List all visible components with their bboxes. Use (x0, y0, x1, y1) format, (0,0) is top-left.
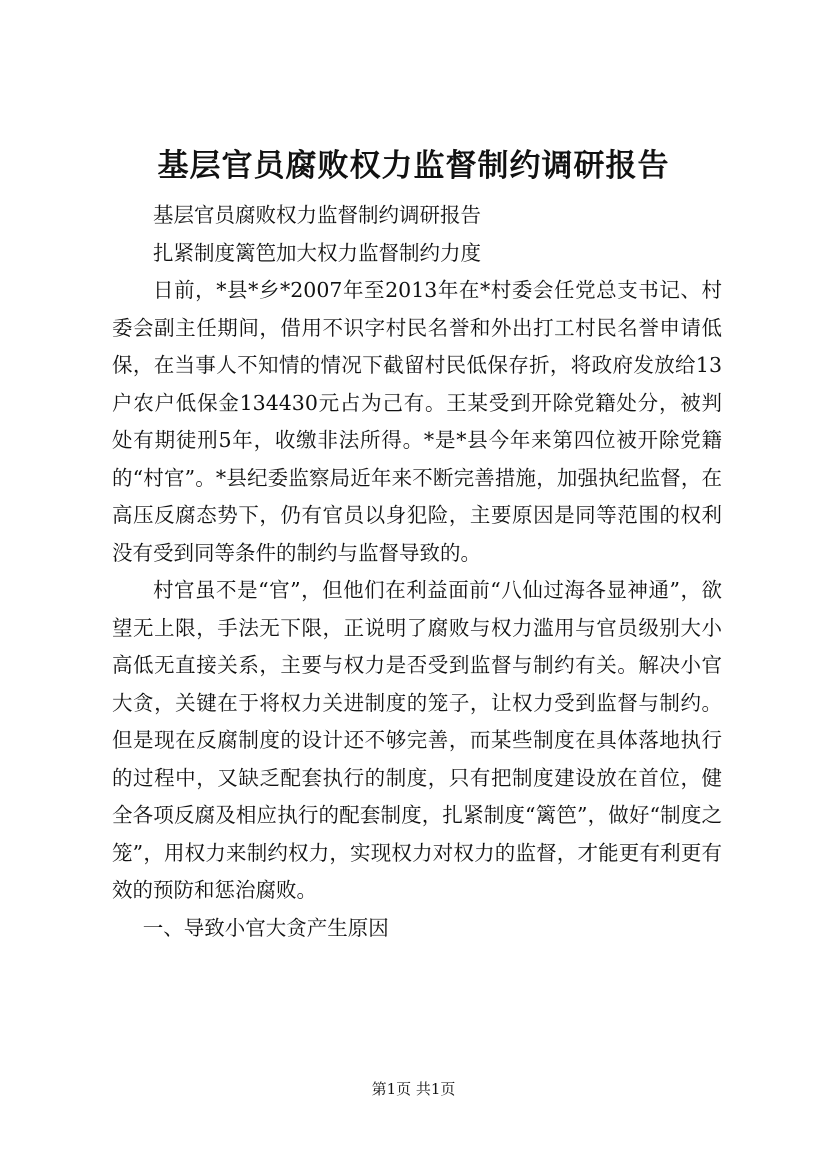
subtitle-line-2: 扎紧制度篱笆加大权力监督制约力度 (153, 240, 481, 265)
section-heading: 一、导致小官大贪产生原因 (142, 915, 389, 940)
document-title: 基层官员腐败权力监督制约调研报告 (157, 148, 670, 184)
paragraph-2: 村官虽不是“官”，但他们在利益面前“八仙过海各显神通”，欲望无上限，手法无下限，正说明了腐败与权力滥用与官员级别大小高低无直接关系，主要与权力是否受到监督与制约有关。解决小官大贪，关键在于将权力关进制度的笼子，让权力受到监督与制约。但是现在反腐制度的设计还不够完善，而某些制度在具体落地执行的过程中，又缺乏配套执行的制度，只有把制度建设放在首位，健全各项反腐及相应执行的配套制度，扎紧制度“篱笆”，做好“制度之笼”，用权力来制约权力，实现权力对权力的监督，才能更有利更有效的预防和惩治腐败。 (112, 578, 722, 902)
document-body (112, 197, 722, 947)
page-footer: 第1页 共1页 (371, 1080, 456, 1098)
paragraph-1: 日前，*县*乡*2007年至2013年在*村委会任党总支书记、村委会副主任期间，借用不识字村民名誉和外出打工村民名誉申请低保，在当事人不知情的情况下截留村民低保存折，将政府发放给13户农户低保金134430元占为己有。王某受到开除党籍处分，被判处有期徒刑5年，收缴非法所得。*是*县今年来第四位被开除党籍的“村官”。*县纪委监察局近年来不断完善措施，加强执纪监督，在高压反腐态势下，仍有官员以身犯险，主要原因是同等范围的权利没有受到同等条件的制约与监督导致的。 (112, 278, 722, 565)
subtitle-line-1: 基层官员腐败权力监督制约调研报告 (153, 203, 481, 227)
